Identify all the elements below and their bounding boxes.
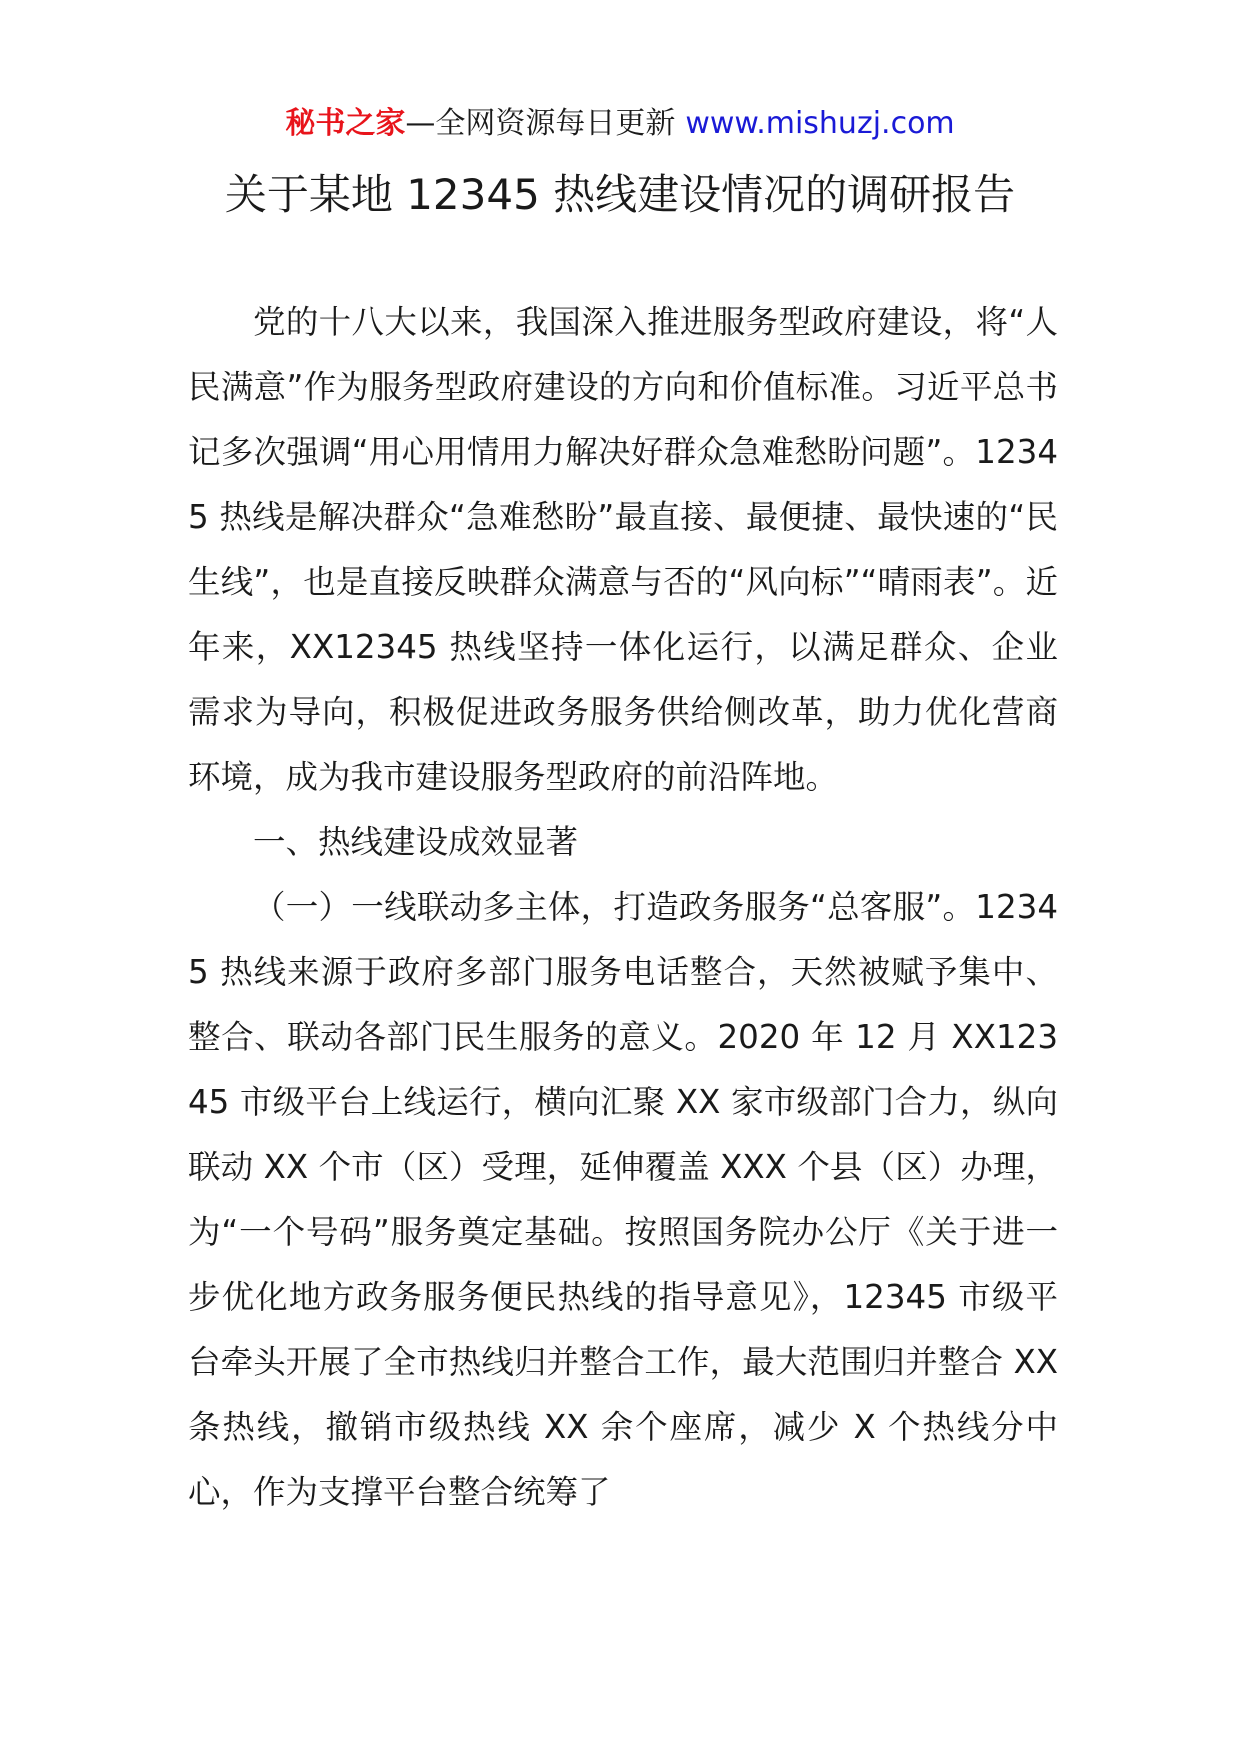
section-heading: 一、热线建设成效显著 — [253, 823, 579, 861]
document-title: 关于某地 12345 热线建设情况的调研报告 — [224, 170, 1016, 219]
brand-name: 秘书之家 — [285, 106, 406, 141]
banner-tagline: —全网资源每日更新 — [405, 106, 676, 141]
site-url-link[interactable]: www.mishuzj.com — [685, 106, 955, 141]
site-banner — [0, 100, 1240, 148]
section-paragraph: （一）一线联动多主体，打造政务服务“总客服”。12345 热线来源于政府多部门服务电话整合，天然被赋予集中、整合、联动各部门民生服务的意义。2020 年 12 月 XX12345 市级平台上线运行，横向汇聚 XX 家市级部门合力，纵向联动 XX 个市（区）受理，延伸覆盖 XXX 个县（区）办理，为“一个号码”服务奠定基础。按照国务院办公厅《关于进一步优化地方政务服务便民热线的指导意见》，12345 市级平台牵头开展了全市热线归并整合工作，最大范围归并整合 XX 条热线，撤销市级热线 XX 余个座席，减少 X 个热线分中心，作为支撑平台整合统筹了 — [188, 888, 1058, 1511]
intro-paragraph: 党的十八大以来，我国深入推进服务型政府建设，将“人民满意”作为服务型政府建设的方向和价值标准。习近平总书记多次强调“用心用情用力解决好群众急难愁盼问题”。12345 热线是解决群众“急难愁盼”最直接、最便捷、最快速的“民生线”，也是直接反映群众满意与否的“风向标”“晴雨表”。近年来，XX12345 热线坚持一体化运行，以满足群众、企业需求为导向，积极促进政务服务供给侧改革，助力优化营商环境，成为我市建设服务型政府的前沿阵地。 — [188, 303, 1058, 796]
document-body — [188, 290, 1058, 1525]
